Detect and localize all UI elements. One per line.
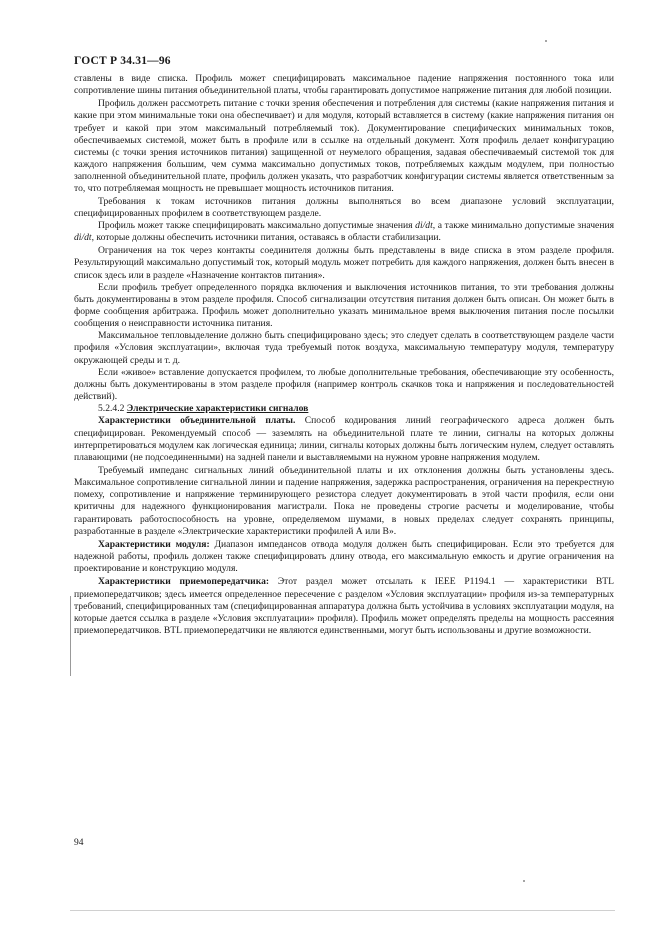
paragraph-transceiver <box>74 576 614 637</box>
module-lead: Характеристики модуля: <box>98 538 210 550</box>
paragraph-backplane <box>74 415 614 464</box>
page-number: 94 <box>74 838 84 848</box>
section-title: Электрические характеристики сигналов <box>126 403 309 415</box>
page-header: ГОСТ Р 34.31—96 <box>74 55 171 67</box>
didt-symbol-1: di/dt <box>415 219 433 231</box>
transceiver-text: Этот раздел может отсылать к IEEE Р1194.1 — характеристики BTL приемопередатчиков; здесь имеется определенное пересечение с разделом «Условия эксплуатации» профиля из-за температурных требований, специфицированных там (специфицированная аппаратура должна быть устойчива в условиях эксплуатации модуля, на которые дается ссылка в разделе «Условия эксплуатации» профиля). Профиль может определять пределы на мощность рассеяния приемопередатчиков. BTL приемопередатчики не являются единственными, могут быть использованы и другие возможности. <box>74 576 614 637</box>
transceiver-lead: Характеристики приемопередатчика: <box>98 576 270 588</box>
paragraph-impedance: Требуемый импеданс сигнальных линий объединительной платы и их отклонения должны быть установлены здесь. Максимальное сопротивление сигнальной линии и падение напряжения, задержка распространения, ограничения на перекрестную помеху, сопротивление и напряжение терминирующего резистора следует документировать в этой части профиля, если они критичны для надежного функционирования магистрали. Пока не проведены строгие расчеты и моделирование, чтобы гарантировать работоспособность на уровне, определяемом шумами, в новых пределах следует сохранять принципы, разработанные в разделе «Электрические характеристики профилей А или В». <box>74 465 614 537</box>
backplane-lead: Характеристики объединительной платы. <box>98 415 296 427</box>
didt-text-c: , которые должны обеспечить источники питания, оставаясь в области стабилизации. <box>91 232 441 244</box>
paragraph-module <box>74 539 614 575</box>
section-number: 5.2.4.2 <box>98 403 127 415</box>
paragraph-contact-current: Ограничения на ток через контакты соединителя должны быть представлены в виде списка в этом разделе профиля. Результирующий максимально допустимый ток, который модуль может потребить для каждого напряжения, должен быть внесен в список здесь или в разделе «Назначение контактов питания». <box>74 245 614 281</box>
paragraph-heat-dissipation: Максимальное тепловыделение должно быть специфицировано здесь; это следует сделать в соответствующем разделе части профиля «Условия эксплуатации», включая туда требуемый поток воздуха, максимальную температуру модуля, температуру окружающей среды и т. д. <box>74 330 614 366</box>
module-text: Диапазон импедансов отвода модуля должен быть специфицирован. Если это требуется для надежной работы, профиль должен также специфицировать длину отвода, его максимальную емкость и другие ограничения на проектирование и конструкцию модуля. <box>74 538 615 575</box>
paragraph-current-requirements: Требования к токам источников питания должны выполняться во всем диапазоне условий эксплуатации, специфицированных профилем в соответствующем разделе. <box>74 195 614 219</box>
document-body <box>74 73 614 637</box>
section-heading <box>74 403 614 415</box>
paragraph-power-list: ставлены в виде списка. Профиль может специфицировать максимальное падение напряжения постоянного тока или сопротивление шины питания объединительной платы, чтобы гарантировать допустимое напряжение питания для любой позиции. <box>74 73 614 97</box>
didt-text-b: , а также минимально допустимые значения <box>432 219 614 231</box>
scan-margin-mark <box>70 596 71 676</box>
didt-symbol-2: di/dt <box>74 232 92 244</box>
backplane-text: Способ кодирования линий географического адреса должен быть специфицирован. Рекомендуемый способ — заземлять на объединительной плате те линии, сигналы на которых должны интерпретироваться модулем как логическая единица; линии, сигналы которых должны быть логическим нулем, следует оставлять плавающими (не подсоединенными) на задней панели и выставляемыми на нужном уровне напряжения модулем. <box>74 415 614 463</box>
didt-text-a: Профиль может также специфицировать максимально допустимые значения <box>98 219 416 231</box>
paragraph-live-insertion: Если «живое» вставление допускается профилем, то любые дополнительные требования, обеспечивающие эту особенность, должны быть документированы в этом разделе профиля (например контроль скачков тока и напряжения и последовательностей действий). <box>74 366 614 403</box>
paragraph-didt <box>74 220 614 244</box>
scan-dust-dot <box>545 40 547 42</box>
scan-dust-dot <box>523 880 525 882</box>
paragraph-power-sequence: Если профиль требует определенного порядка включения и выключения источников питания, то эти требования должны быть документированы в этом разделе профиля. Способ сигнализации отсутствия питания должен быть описан. Он может быть в форме сообщения арбитража. Профиль может дополнительно указать минимальное время выключения питания после посылки сообщения о неисправности источника питания. <box>74 281 614 330</box>
scan-edge-line <box>70 910 615 911</box>
paragraph-power-consumption: Профиль должен рассмотреть питание с точки зрения обеспечения и потребления для системы (какие напряжения питания и какие при этом минимальные токи она обеспечивает) и для модуля, который вставляется в систему (какие напряжения питания он требует и какой при этом максимальный потребляемый ток). Документирование специфических минимальных токов, обеспечиваемых системой, может быть в профиле или в ссылке на отдельный документ. Хотя профиль делает конфигурацию системы (с точки зрения источников питания) защищенной от неумелого обращения, задавая обеспечиваемый системой ток для каждого напряжения большим, чем сумма максимально допустимых токов, потребляемых каждым модулем, при полностью заполненной объединительной плате, профиль должен указать, что разработчик конфигурации системы является ответственным за то, что потребляемая мощность не превышает мощность источников питания. <box>74 98 614 195</box>
